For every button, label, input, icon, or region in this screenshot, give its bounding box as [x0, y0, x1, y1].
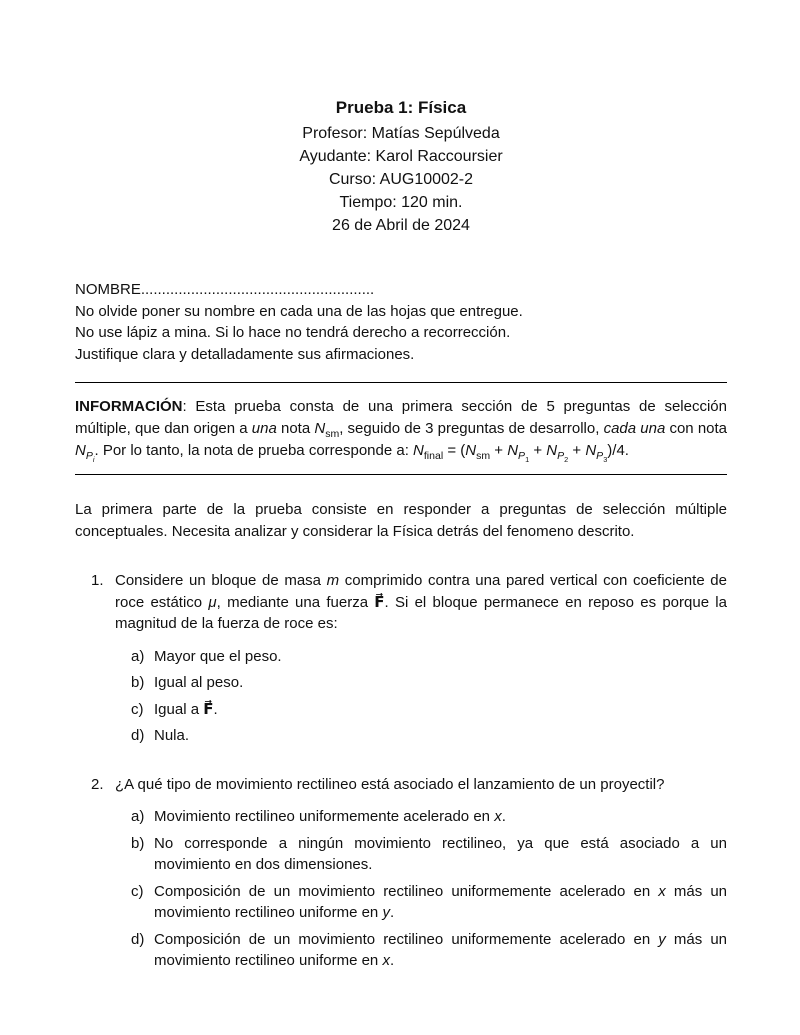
option-text: Igual al peso.: [154, 674, 244, 691]
option-label: c): [131, 882, 144, 900]
name-line: NOMBRE........................................................: [75, 281, 375, 298]
question-2-option-c: [131, 881, 727, 924]
exam-title: Prueba 1: Física: [335, 98, 467, 117]
option-text: Composición de un movimiento rectilineo uniformemente acelerado en y más un movimiento rectilineo uniforme en x.: [154, 930, 728, 969]
question-1-option-c: [131, 699, 727, 721]
question-2-text: ¿A qué tipo de movimiento rectilineo está asociado el lanzamiento de un proyectil?: [115, 775, 665, 793]
question-1-number: 1.: [91, 572, 104, 589]
option-text: Movimiento rectilineo uniformemente acelerado en x.: [154, 808, 506, 825]
exam-header: [75, 96, 727, 237]
question-2-option-d: [131, 929, 727, 972]
option-text: No corresponde a ningún movimiento rectilineo, ya que está asociado a un movimiento en dos dimensiones.: [154, 834, 727, 873]
question-1-option-a: [131, 646, 727, 668]
question-2: [75, 774, 727, 972]
course-line: Curso: AUG10002-2: [328, 171, 474, 188]
question-2-number: 2.: [91, 775, 104, 793]
option-label: b): [131, 674, 145, 691]
option-text: Mayor que el peso.: [154, 647, 282, 665]
option-text: Nula.: [154, 727, 190, 744]
professor-line: Profesor: Matías Sepúlveda: [302, 125, 500, 142]
instruction-line-2: No use lápiz a mina. Si lo hace no tendrá derecho a recorrección.: [75, 324, 511, 341]
question-1-option-d: [131, 725, 727, 747]
time-line: Tiempo: 120 min.: [339, 194, 463, 211]
question-1: [75, 570, 727, 747]
option-label: b): [131, 834, 145, 852]
question-1-option-b: [131, 672, 727, 694]
question-2-options: [131, 806, 727, 972]
option-label: a): [131, 808, 145, 825]
option-text: Composición de un movimiento rectilineo uniformemente acelerado en x más un movimiento rectilineo uniforme en y.: [154, 882, 728, 921]
option-label: c): [131, 700, 144, 718]
date-line: 26 de Abril de 2024: [332, 217, 470, 234]
question-1-options: [131, 646, 727, 747]
option-text: Igual a F⃗.: [154, 700, 218, 718]
option-label: a): [131, 647, 145, 665]
information-paragraph: INFORMACIÓN: Esta prueba consta de una primera sección de 5 preguntas de selección múltiple, que dan origen a una nota $N_{sm}$, seguido de 3 preguntas de desarrollo, cada una con nota $N_{P_i}$. Por lo tanto, la nota de prueba corresponde a: $N_{final} = (N_{sm} + N_{P_1} + N_{P_2} + N_{P_3})/4$.: [75, 398, 728, 465]
instruction-line-3: Justifique clara y detalladamente sus afirmaciones.: [75, 345, 415, 363]
instruction-line-1: No olvide poner su nombre en cada una de las hojas que entregue.: [75, 302, 523, 320]
question-1-text: Considere un bloque de masa m comprimido contra una pared vertical con coeficiente de roce estático μ, mediante una fuerza F⃗. Si el bloque permanece en reposo es porque la magnitud de la fuerza de roce es:: [115, 572, 727, 632]
divider-top: [75, 382, 727, 383]
intro-paragraph: La primera parte de la prueba consiste en responder a preguntas de selección múltiple conceptuales. Necesita analizar y considerar la Física detrás del fenomeno descrito.: [75, 501, 727, 540]
name-instructions-block: [75, 279, 727, 365]
divider-bottom: [75, 474, 727, 475]
assistant-line: Ayudante: Karol Raccoursier: [299, 148, 503, 165]
option-label: d): [131, 930, 145, 948]
question-2-option-b: [131, 833, 727, 876]
option-label: d): [131, 727, 145, 744]
question-2-option-a: [131, 806, 727, 828]
